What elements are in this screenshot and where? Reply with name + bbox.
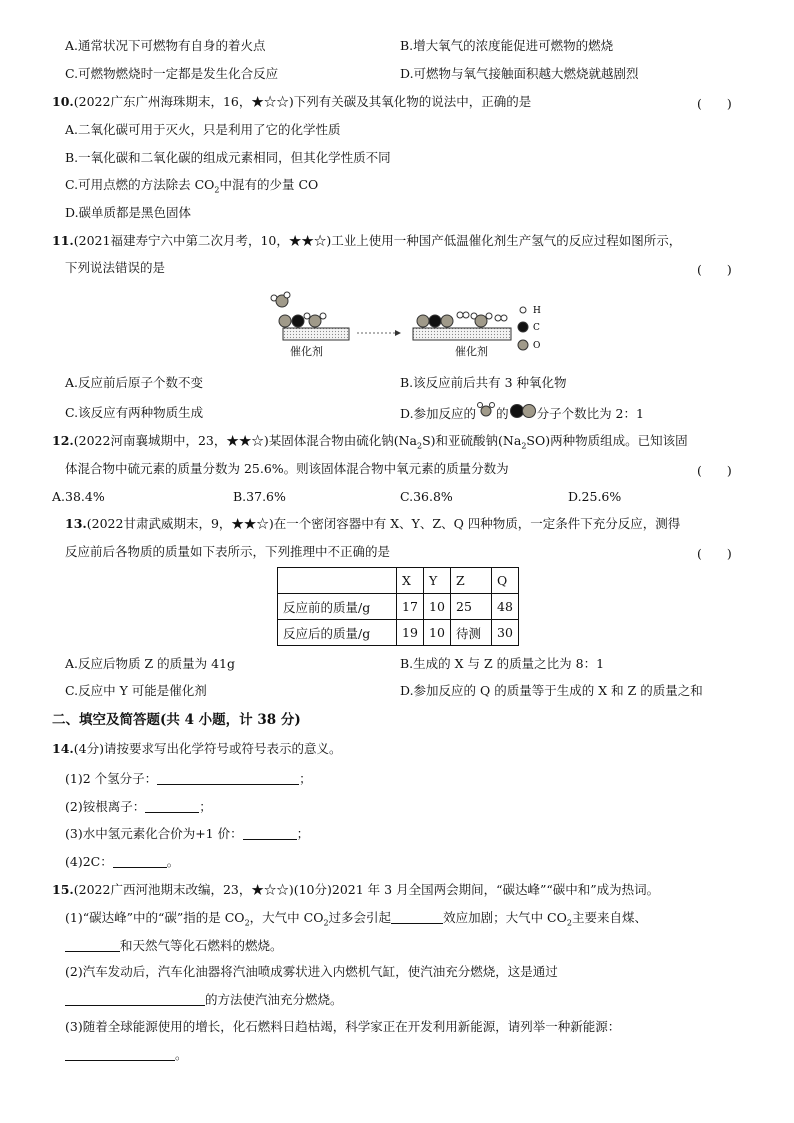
answer-blank[interactable] bbox=[65, 993, 205, 1006]
q12-option-b: B.37.6% bbox=[233, 489, 286, 504]
q15-part3-line2: 。 bbox=[65, 1047, 188, 1063]
q14-part4: (4)2C： 。 bbox=[65, 854, 180, 869]
table-cell: 48 bbox=[492, 594, 519, 620]
q15-stem: 15.(2022广西河池期末改编，23，★☆☆)(10分)2021 年 3 月全国两会期间，“碳达峰”“碳中和”成为热词。 bbox=[52, 882, 660, 897]
q15-part2-line1: (2)汽车发动后，汽车化油器将汽油喷成雾状进入内燃机气缸，使汽油充分燃烧，这是通过 bbox=[65, 964, 558, 979]
q13-stem-line2: 反应前后各物质的质量如下表所示，下列推理中不正确的是 bbox=[65, 544, 391, 559]
answer-blank[interactable] bbox=[391, 911, 443, 924]
q11-stem-line2: 下列说法错误的是 bbox=[65, 260, 166, 275]
q10-option-b: B.一氧化碳和二氧化碳的组成元素相同，但其化学性质不同 bbox=[65, 150, 391, 165]
legend-h-atom bbox=[520, 307, 526, 313]
q11-stem-line1: 11.(2021福建寿宁六中第二次月考，10，★★☆)工业上使用一种国产低温催化剂生产氢气的反应过程如图所示， bbox=[52, 233, 682, 248]
table-cell: 25 bbox=[451, 594, 492, 620]
q12-answer-paren: ( ) bbox=[697, 463, 732, 478]
answer-blank[interactable] bbox=[243, 827, 297, 840]
section-heading: 二、填空及简答题(共 4 小题，计 38 分) bbox=[52, 712, 301, 728]
table-header-cell: Y bbox=[424, 568, 451, 594]
q13-option-c: C.反应中 Y 可能是催化剂 bbox=[65, 683, 207, 698]
catalyst-right bbox=[413, 328, 511, 340]
q10-option-d: D.碳单质都是黑色固体 bbox=[65, 205, 192, 220]
q13-option-b: B.生成的 X 与 Z 的质量之比为 8：1 bbox=[400, 656, 605, 671]
table-row bbox=[278, 620, 519, 646]
legend-o-label: O bbox=[533, 341, 541, 351]
table-cell: 待测 bbox=[451, 620, 492, 646]
answer-blank[interactable] bbox=[157, 772, 299, 785]
legend-c-atom bbox=[518, 322, 528, 332]
q15-part1-line1: (1)“碳达峰”中的“碳”指的是 $CO_2$，大气中 $CO_2$过多会引起 效应加剧；大气中 $CO_2$主要来自煤、 bbox=[65, 910, 647, 928]
answer-blank[interactable] bbox=[65, 939, 120, 952]
table-header-cell bbox=[278, 568, 397, 594]
option-a: A.通常状况下可燃物有自身的着火点 bbox=[65, 38, 266, 53]
legend-c-label: C bbox=[533, 323, 540, 333]
table-header-cell: X bbox=[397, 568, 424, 594]
water-molecule-icon bbox=[476, 405, 496, 421]
q11-option-c: C.该反应有两种物质生成 bbox=[65, 405, 204, 420]
co2-molecule-right bbox=[417, 315, 453, 327]
q15-part1-line2: 和天然气等化石燃料的燃烧。 bbox=[65, 938, 283, 954]
table-cell: 19 bbox=[397, 620, 424, 646]
q12-option-c: C.36.8% bbox=[400, 489, 453, 504]
table-header-row bbox=[278, 568, 519, 594]
co-molecule-left bbox=[279, 315, 304, 327]
table-header-cell: Q bbox=[492, 568, 519, 594]
table-header-cell: Z bbox=[451, 568, 492, 594]
q11-option-b: B.该反应前后共有 3 种氧化物 bbox=[400, 375, 567, 390]
water-molecule-left-2 bbox=[304, 313, 326, 327]
q10-answer-paren: ( ) bbox=[697, 96, 732, 111]
water-molecule-right bbox=[471, 313, 492, 327]
table-cell: 10 bbox=[424, 620, 451, 646]
q13-option-a: A.反应后物质 Z 的质量为 41g bbox=[65, 656, 236, 671]
legend-o-atom bbox=[518, 340, 528, 350]
catalyst-left bbox=[283, 328, 349, 340]
table-cell: 10 bbox=[424, 594, 451, 620]
legend-h-label: H bbox=[533, 306, 541, 316]
h2-molecule-right-2 bbox=[495, 315, 507, 321]
table-cell: 17 bbox=[397, 594, 424, 620]
q12-option-d: D.25.6% bbox=[568, 489, 622, 504]
h2-molecule-right bbox=[457, 312, 469, 318]
q14-stem: 14.(4分)请按要求写出化学符号或符号表示的意义。 bbox=[52, 741, 342, 756]
q10-stem: 10.(2022广东广州海珠期末，16，★☆☆)下列有关碳及其氧化物的说法中，正确的是 bbox=[52, 94, 532, 109]
q14-part1: (1)2 个氢分子： ； bbox=[65, 771, 312, 786]
q11-option-a: A.反应前后原子个数不变 bbox=[65, 375, 204, 390]
table-cell: 30 bbox=[492, 620, 519, 646]
water-molecule-left bbox=[271, 292, 290, 307]
q15-part3-line1: (3)随着全球能源使用的增长，化石燃料日趋枯竭，科学家正在开发利用新能源，请列举一种新能源： bbox=[65, 1019, 621, 1034]
table-row bbox=[278, 594, 519, 620]
q11-answer-paren: ( ) bbox=[697, 262, 732, 277]
answer-blank[interactable] bbox=[145, 800, 199, 813]
q13-answer-paren: ( ) bbox=[697, 546, 732, 561]
catalyst-right-label: 催化剂 bbox=[455, 345, 488, 358]
table-cell: 反应后的质量/g bbox=[278, 620, 397, 646]
q14-part2: (2)铵根离子： ； bbox=[65, 799, 212, 814]
co-molecule-icon bbox=[509, 405, 537, 421]
q15-part2-line2: 的方法使汽油充分燃烧。 bbox=[65, 992, 343, 1008]
catalyst-left-label: 催化剂 bbox=[290, 345, 323, 358]
q12-option-a: A.38.4% bbox=[52, 489, 105, 504]
answer-blank[interactable] bbox=[113, 855, 167, 868]
option-b: B.增大氧气的浓度能促进可燃物的燃烧 bbox=[400, 38, 614, 53]
q12-stem-line1: 12.(2022河南襄城期中，23，★★☆)某固体混合物由硫化钠$(Na_2S)$和亚硫酸钠$(Na_2SO)$两种物质组成。已知该固 bbox=[52, 433, 688, 451]
option-c: C.可燃物燃烧时一定都是发生化合反应 bbox=[65, 66, 279, 81]
mass-table bbox=[277, 567, 519, 646]
q10-option-c: C.可用点燃的方法除去 $CO_2$中混有的少量 CO bbox=[65, 177, 319, 195]
q10-option-a: A.二氧化碳可用于灭火，只是利用了它的化学性质 bbox=[65, 122, 341, 137]
answer-blank[interactable] bbox=[65, 1048, 175, 1061]
q14-part3: (3)水中氢元素化合价为+1 价： ； bbox=[65, 826, 310, 841]
option-d: D.可燃物与氧气接触面积越大燃烧就越剧烈 bbox=[400, 66, 639, 81]
q13-option-d: D.参加反应的 Q 的质量等于生成的 X 和 Z 的质量之和 bbox=[400, 683, 703, 698]
q11-option-d: D.参加反应的 的 分子个数比为 2：1 bbox=[400, 405, 644, 422]
table-cell: 反应前的质量/g bbox=[278, 594, 397, 620]
q12-stem-line2: 体混合物中硫元素的质量分数为 25.6%。则该固体混合物中氧元素的质量分数为 bbox=[65, 461, 509, 476]
q13-stem-line1: 13.(2022甘肃武威期末，9，★★☆)在一个密闭容器中有 X、Y、Z、Q 四种物质，一定条件下充分反应，测得 bbox=[65, 516, 681, 531]
